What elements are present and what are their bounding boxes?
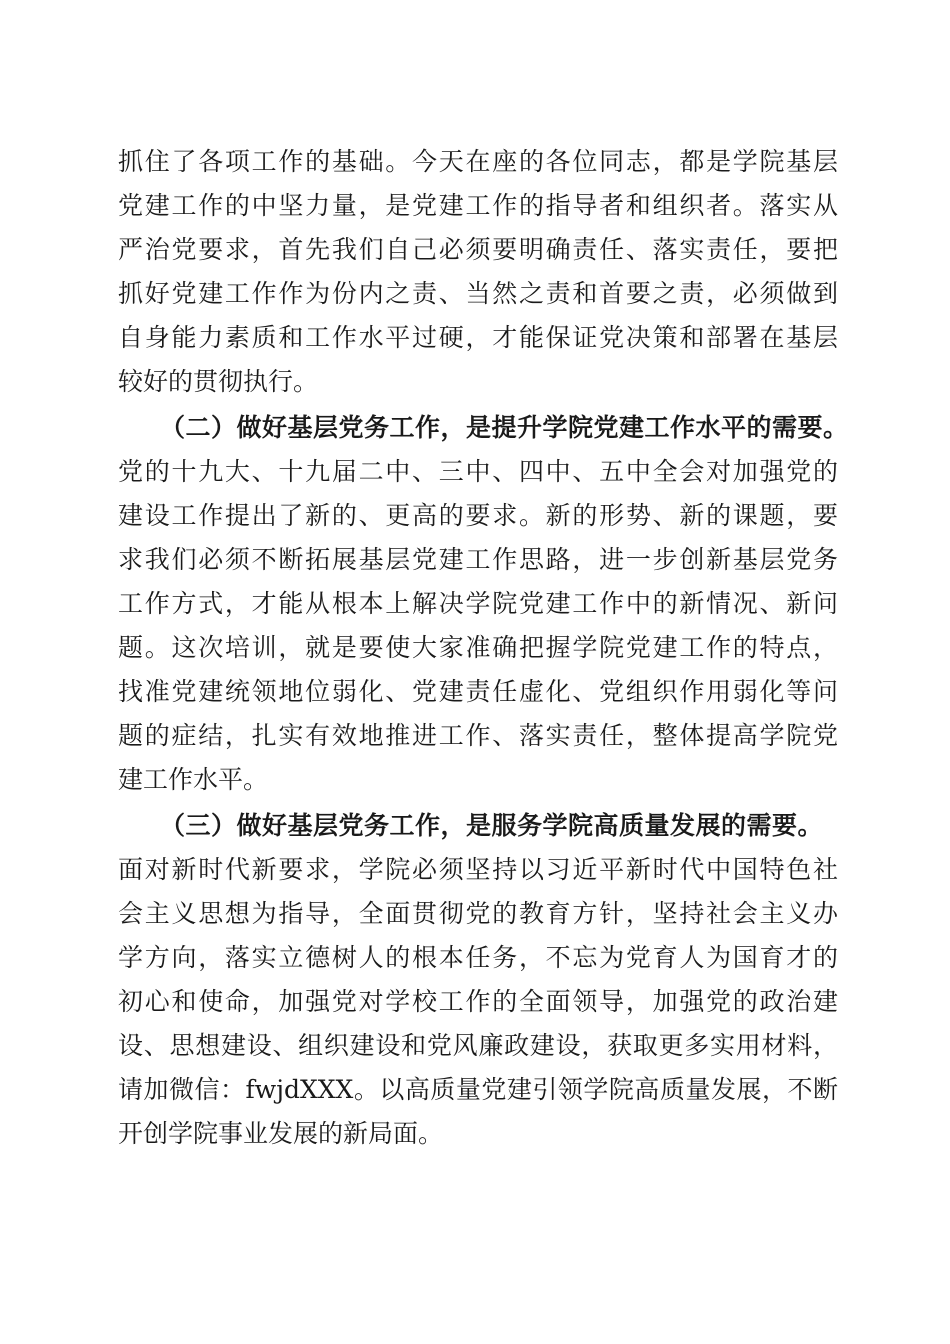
text-line: 请加微信：fwjdXXX。以高质量党建引领学院高质量发展，不断 [118, 1075, 838, 1104]
text-line: 建设工作提出了新的、更高的要求。新的形势、新的课题，要 [118, 501, 838, 530]
text-line: 党的十九大、十九届二中、三中、四中、五中全会对加强党的 [118, 457, 838, 486]
section-heading-two: （二）做好基层党务工作，是提升学院党建工作水平的需要。 [160, 413, 849, 442]
text-line: 工作方式，才能从根本上解决学院党建工作中的新情况、新问 [118, 589, 838, 618]
text-line: 抓住了各项工作的基础。今天在座的各位同志，都是学院基层 [118, 147, 838, 176]
text-line: 党建工作的中坚力量，是党建工作的指导者和组织者。落实从 [118, 191, 838, 220]
text-line: 学方向，落实立德树人的根本任务，不忘为党育人为国育才的 [118, 943, 838, 972]
text-line: 设、思想建设、组织建设和党风廉政建设，获取更多实用材料， [118, 1031, 838, 1060]
text-line: 会主义思想为指导，全面贯彻党的教育方针，坚持社会主义办 [118, 899, 838, 928]
text-line: 较好的贯彻执行。 [118, 367, 319, 396]
text-line: 求我们必须不断拓展基层党建工作思路，进一步创新基层党务 [118, 545, 838, 574]
text-line: 自身能力素质和工作水平过硬，才能保证党决策和部署在基层 [118, 323, 838, 352]
text-line: 建工作水平。 [118, 765, 269, 794]
text-line: 题的症结，扎实有效地推进工作、落实责任，整体提高学院党 [118, 721, 838, 750]
text-line: 严治党要求，首先我们自己必须要明确责任、落实责任，要把 [118, 235, 838, 264]
text-line: 抓好党建工作作为份内之责、当然之责和首要之责，必须做到 [118, 279, 838, 308]
text-line: 题。这次培训，就是要使大家准确把握学院党建工作的特点， [118, 633, 838, 662]
text-line: 开创学院事业发展的新局面。 [118, 1119, 444, 1148]
text-line: 面对新时代新要求，学院必须坚持以习近平新时代中国特色社 [118, 855, 838, 884]
text-line: 找准党建统领地位弱化、党建责任虚化、党组织作用弱化等问 [118, 677, 838, 706]
text-line: 初心和使命，加强党对学校工作的全面领导，加强党的政治建 [118, 987, 838, 1016]
section-heading-three: （三）做好基层党务工作，是服务学院高质量发展的需要。 [160, 811, 824, 840]
